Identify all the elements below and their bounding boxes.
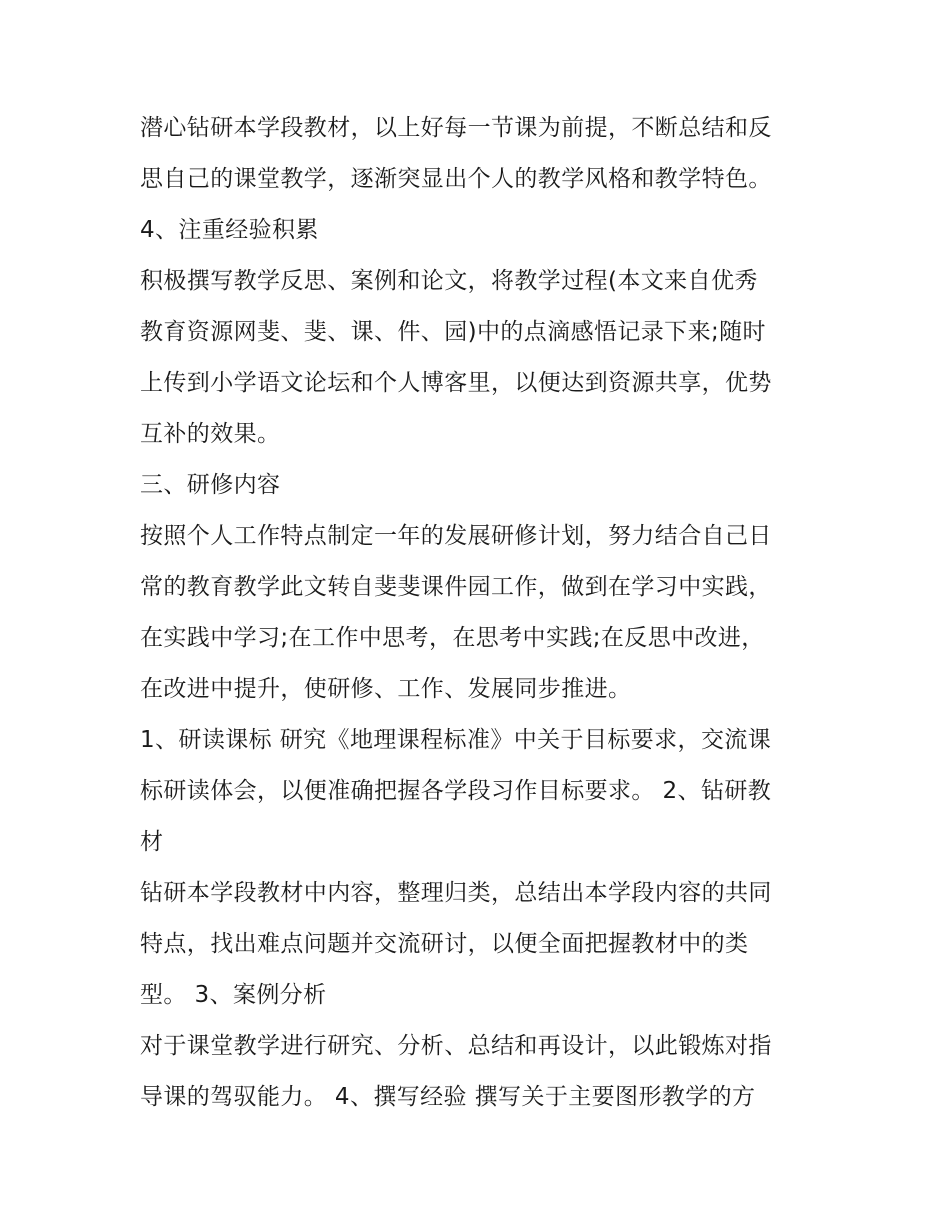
document-body (140, 103, 820, 1123)
section-heading-accumulate-experience: 4、注重经验积累 (140, 217, 319, 243)
text-line-20: 导课的驾驭能力。 4、撰写经验 撰写关于主要图形教学的方 (140, 1084, 756, 1110)
text-line-13: 1、研读课标 研究《地理课程标准》中关于目标要求，交流课 (140, 727, 772, 753)
text-line-9: 按照个人工作特点制定一年的发展研修计划，努力结合自己日 (140, 523, 772, 549)
text-line-18: 型。 3、案例分析 (140, 982, 327, 1008)
text-line-16: 钻研本学段教材中内容，整理归类，总结出本学段内容的共同 (140, 880, 772, 906)
text-line-2: 思自己的课堂教学，逐渐突显出个人的教学风格和教学特色。 (140, 166, 772, 192)
text-line-6: 上传到小学语文论坛和个人博客里，以便达到资源共享，优势 (140, 370, 772, 396)
text-line-5: 教育资源网斐、斐、课、件、园)中的点滴感悟记录下来;随时 (140, 319, 766, 345)
text-line-10: 常的教育教学此文转自斐斐课件园工作，做到在学习中实践， (140, 574, 772, 600)
text-line-12: 在改进中提升，使研修、工作、发展同步推进。 (140, 676, 632, 702)
text-line-17: 特点，找出难点问题并交流研讨，以便全面把握教材中的类 (140, 931, 749, 957)
text-line-11: 在实践中学习;在工作中思考，在思考中实践;在反思中改进， (140, 625, 765, 651)
text-line-19: 对于课堂教学进行研究、分析、总结和再设计，以此锻炼对指 (140, 1033, 772, 1059)
text-line-7: 互补的效果。 (140, 421, 281, 447)
text-line-14: 标研读体会，以便准确把握各学段习作目标要求。 2、钻研教 (140, 778, 772, 804)
text-line-1: 潜心钻研本学段教材，以上好每一节课为前提，不断总结和反 (140, 115, 772, 141)
text-line-15: 材 (140, 829, 164, 855)
text-line-4: 积极撰写教学反思、案例和论文，将教学过程(本文来自优秀 (140, 268, 758, 294)
section-heading-research-content: 三、研修内容 (140, 472, 281, 498)
